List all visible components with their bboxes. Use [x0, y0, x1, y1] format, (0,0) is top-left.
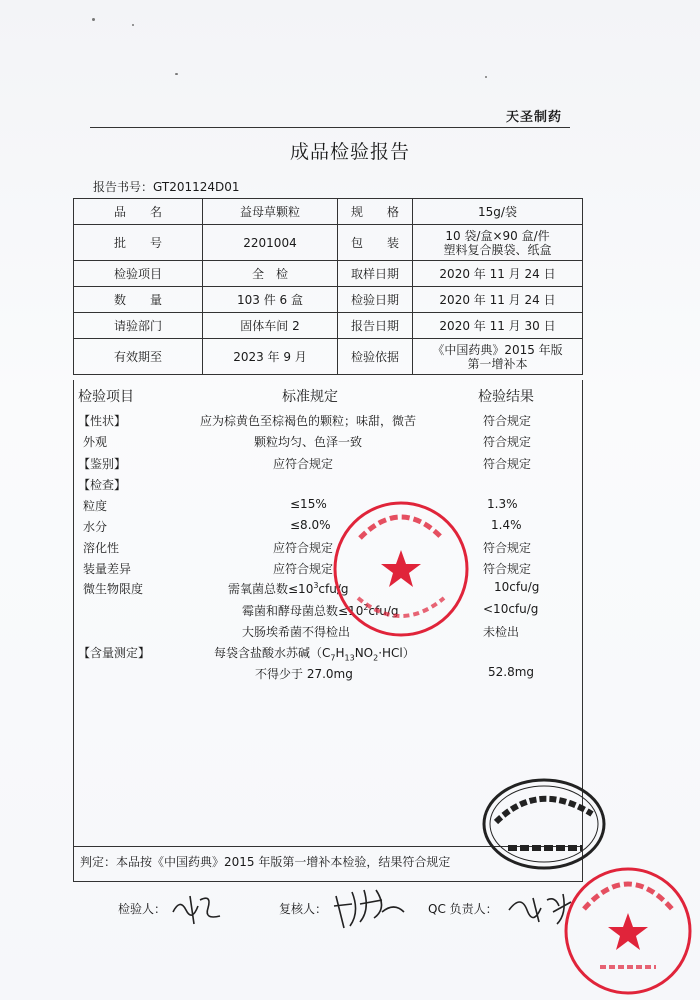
result-item: 粒度	[83, 499, 108, 513]
result-item: 外观	[83, 435, 108, 449]
result-value: 符合规定	[483, 562, 532, 576]
info-label: 包 装	[338, 225, 413, 261]
basis-line: 第一增补本	[467, 356, 528, 371]
info-value	[413, 339, 583, 375]
scan-speck	[175, 73, 178, 75]
col-header-result: 检验结果	[478, 389, 534, 405]
info-table	[73, 198, 583, 375]
info-value: 全 检	[203, 261, 338, 287]
result-standard	[214, 644, 415, 662]
assay-sub: 7	[330, 653, 336, 663]
result-item: 水分	[83, 520, 108, 534]
assay-text: H	[335, 646, 345, 660]
info-row	[74, 199, 583, 225]
result-standard: 应符合规定	[273, 562, 334, 576]
info-value: 2020 年 11 月 30 日	[413, 313, 583, 339]
result-standard: 应符合规定	[273, 457, 334, 471]
result-value: 52.8mg	[488, 665, 535, 679]
micro-unit: cfu/g	[318, 582, 349, 596]
assay-text: 每袋含盐酸水苏碱（C	[214, 646, 331, 660]
result-standard: 大肠埃希菌不得检出	[242, 625, 351, 639]
result-value: 1.4%	[491, 518, 522, 532]
result-value: 1.3%	[487, 497, 518, 511]
header-rule	[90, 127, 570, 128]
col-header-item: 检验项目	[78, 389, 134, 405]
result-item: 溶化性	[83, 541, 120, 555]
qualified-stamp	[478, 774, 610, 874]
info-label: 检验依据	[338, 339, 413, 375]
info-label: 报告日期	[338, 313, 413, 339]
info-label: 检验日期	[338, 287, 413, 313]
report-number	[93, 178, 240, 195]
packing-line: 10 袋/盒×90 盒/件	[445, 228, 550, 243]
info-value: 2020 年 11 月 24 日	[413, 261, 583, 287]
reviewer-label: 复核人：	[279, 902, 328, 916]
info-value: 益母草颗粒	[203, 199, 338, 225]
suzhou-stamp	[560, 863, 696, 999]
result-standard: ≤8.0%	[290, 518, 331, 532]
result-standard: ≤15%	[290, 497, 327, 511]
result-value: 10cfu/g	[494, 580, 540, 594]
info-value: 15g/袋	[413, 199, 583, 225]
info-row	[74, 261, 583, 287]
info-value: 固体车间 2	[203, 313, 338, 339]
qc-label: QC 负责人：	[428, 902, 498, 916]
result-item: 【检查】	[78, 478, 127, 492]
result-item: 装量差异	[83, 562, 132, 576]
result-standard: 应符合规定	[273, 541, 334, 555]
info-value: 2023 年 9 月	[203, 339, 338, 375]
scan-speck	[132, 24, 134, 26]
micro-exponent: 2	[363, 603, 369, 612]
result-standard: 不得少于 27.0mg	[255, 667, 353, 681]
micro-exponent: 3	[313, 581, 319, 590]
micro-text: 霉菌和酵母菌总数≤10	[242, 604, 364, 618]
result-value: 未检出	[483, 625, 520, 639]
report-number-value: GT201124D01	[153, 180, 240, 194]
info-label: 检验项目	[74, 261, 203, 287]
basis-line: 《中国药典》2015 年版	[432, 342, 563, 357]
assay-sub: 13	[344, 653, 355, 663]
result-item: 【性状】	[78, 414, 127, 428]
result-item: 【鉴别】	[78, 457, 127, 471]
conclusion-text: 判定：本品按《中国药典》2015 年版第一增补本检验，结果符合规定	[80, 855, 451, 869]
result-value: 符合规定	[483, 541, 532, 555]
info-row	[74, 287, 583, 313]
inspector-label: 检验人：	[118, 902, 167, 916]
info-label: 取样日期	[338, 261, 413, 287]
info-value: 103 件 6 盒	[203, 287, 338, 313]
packing-line: 塑料复合膜袋、纸盒	[443, 242, 552, 257]
assay-sub: 2	[373, 653, 379, 663]
result-value: 符合规定	[483, 435, 532, 449]
page-title: 成品检验报告	[289, 141, 410, 163]
assay-text: ·HCl）	[378, 646, 415, 660]
info-row	[74, 313, 583, 339]
info-row	[74, 225, 583, 261]
info-value: 2201004	[203, 225, 338, 261]
info-label: 有效期至	[74, 339, 203, 375]
info-label: 数 量	[74, 287, 203, 313]
col-header-standard: 标准规定	[282, 389, 338, 405]
info-label: 批 号	[74, 225, 203, 261]
result-value: 符合规定	[483, 414, 532, 428]
result-value: <10cfu/g	[483, 602, 539, 616]
inspector-signature	[168, 890, 228, 930]
assay-text: NO	[354, 646, 374, 660]
result-item: 【含量测定】	[78, 646, 151, 660]
info-label: 品 名	[74, 199, 203, 225]
result-item: 微生物限度	[83, 582, 144, 596]
info-row	[74, 339, 583, 375]
result-standard: 应为棕黄色至棕褐色的颗粒；味甜，微苦	[200, 414, 417, 428]
scan-speck	[485, 76, 487, 78]
report-number-label: 报告书号：	[93, 180, 154, 194]
result-value: 符合规定	[483, 457, 532, 471]
info-label: 请验部门	[74, 313, 203, 339]
info-label: 规 格	[338, 199, 413, 225]
info-value	[413, 225, 583, 261]
result-standard: 颗粒均匀、色泽一致	[254, 435, 363, 449]
micro-unit: cfu/g	[368, 604, 399, 618]
company-name: 天圣制药	[505, 110, 562, 125]
scan-speck	[92, 18, 95, 21]
micro-text: 需氧菌总数≤10	[228, 582, 314, 596]
reviewer-signature	[330, 882, 410, 934]
quality-dept-stamp	[330, 498, 472, 640]
info-value: 2020 年 11 月 24 日	[413, 287, 583, 313]
